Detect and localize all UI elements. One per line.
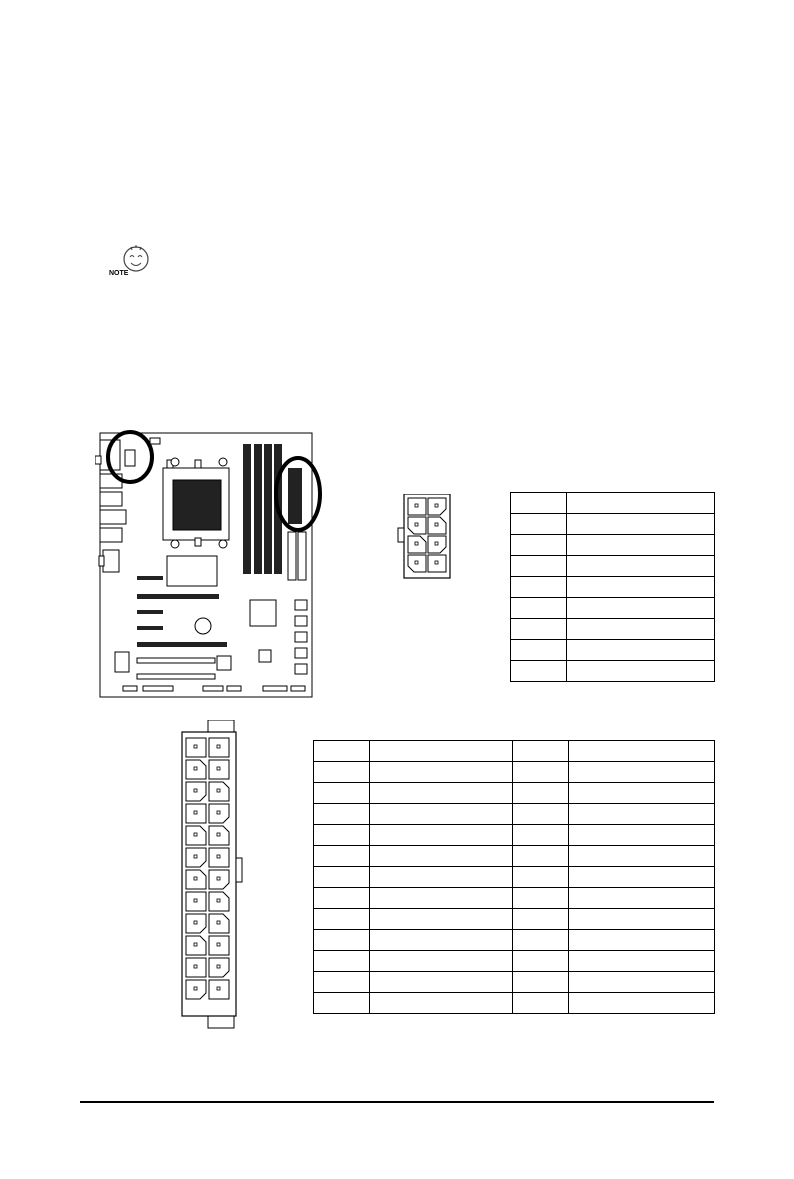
table-row bbox=[511, 598, 715, 619]
table-row bbox=[314, 762, 715, 783]
table-row bbox=[314, 972, 715, 993]
table-row bbox=[314, 909, 715, 930]
table-row bbox=[511, 514, 715, 535]
table-row bbox=[314, 951, 715, 972]
table-row bbox=[314, 825, 715, 846]
table-row bbox=[314, 783, 715, 804]
table-row bbox=[314, 804, 715, 825]
table-row bbox=[314, 741, 715, 762]
motherboard-diagram bbox=[95, 428, 325, 700]
table-row bbox=[511, 661, 715, 682]
note-label: NOTE bbox=[109, 270, 129, 277]
table-row bbox=[314, 846, 715, 867]
footer-rule bbox=[80, 1101, 714, 1103]
atx12v-pin-table bbox=[510, 492, 715, 682]
table-row bbox=[314, 867, 715, 888]
table-row bbox=[314, 888, 715, 909]
table-row bbox=[511, 577, 715, 598]
table-row bbox=[511, 493, 715, 514]
table-row bbox=[511, 640, 715, 661]
atx12v-connector-diagram bbox=[396, 494, 456, 580]
atx-24pin-connector-diagram bbox=[178, 720, 248, 1030]
table-row bbox=[511, 556, 715, 577]
table-row bbox=[314, 993, 715, 1014]
table-row bbox=[511, 535, 715, 556]
table-row bbox=[511, 619, 715, 640]
table-row bbox=[314, 930, 715, 951]
atx-pin-table bbox=[313, 740, 715, 1014]
